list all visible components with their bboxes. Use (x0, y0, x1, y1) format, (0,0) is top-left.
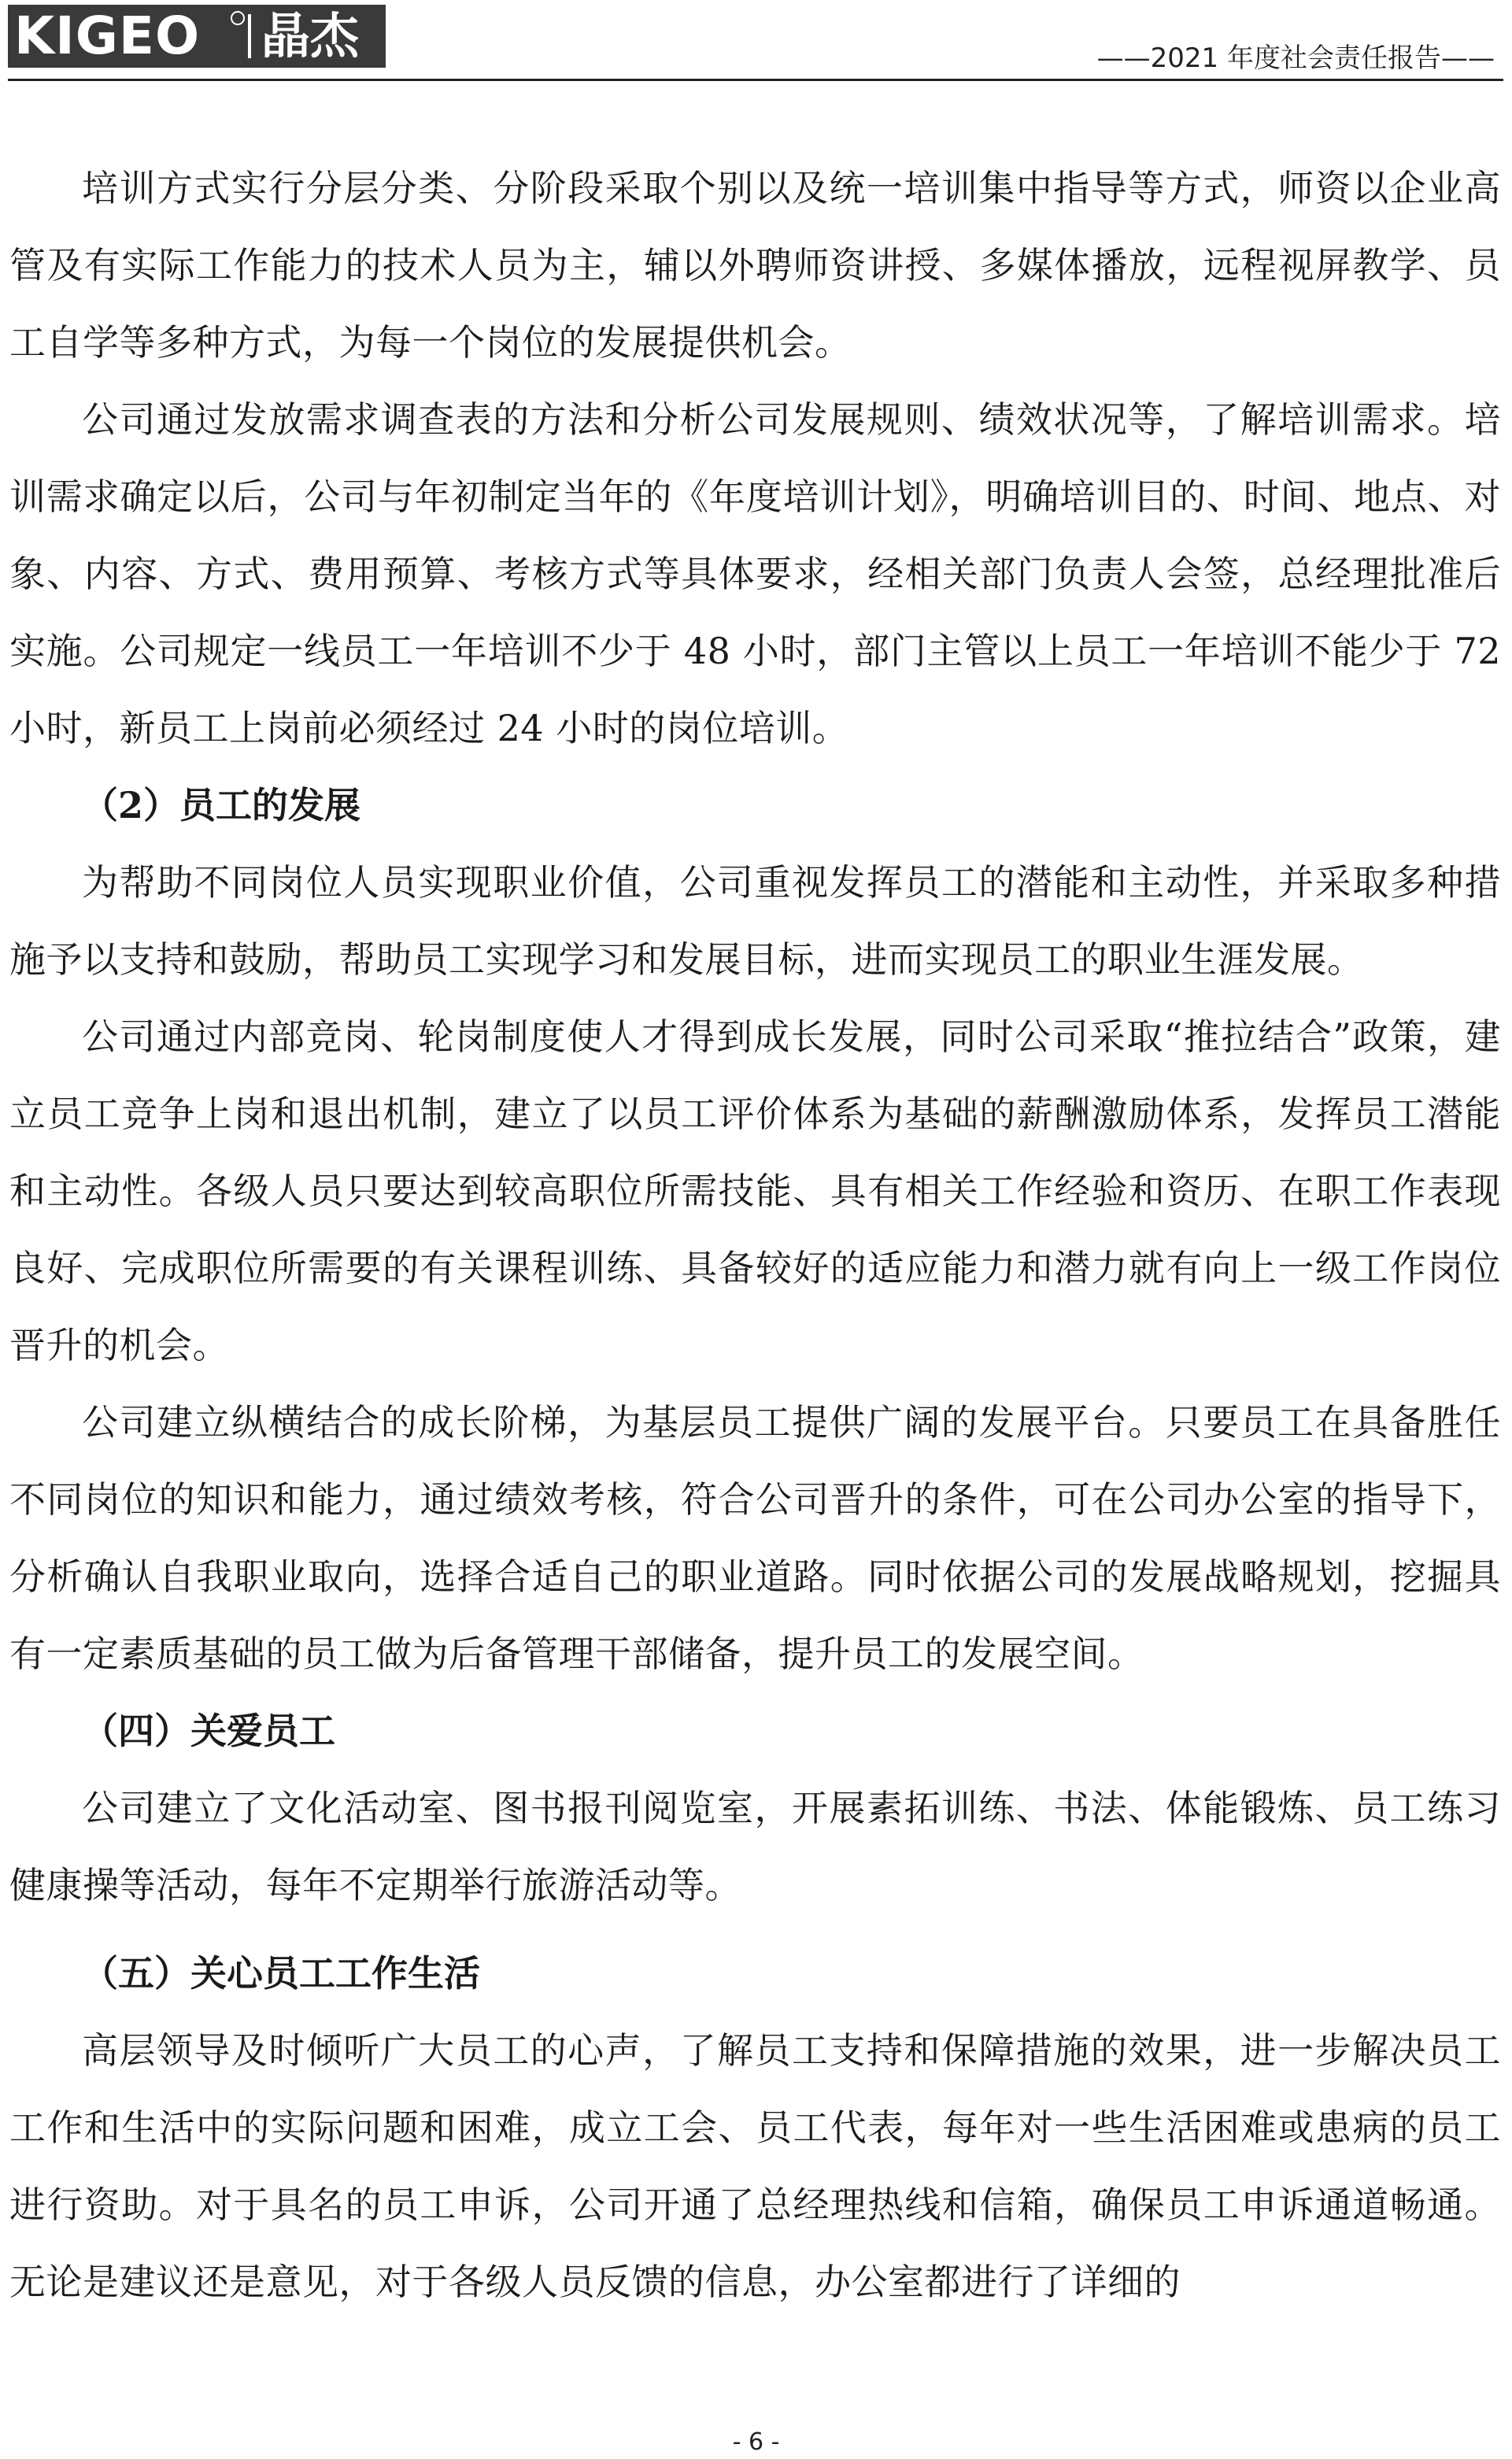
paragraph-training-needs: 公司通过发放需求调查表的方法和分析公司发展规则、绩效状况等，了解培训需求。培训需求确定以后，公司与年初制定当年的《年度培训计划》，明确培训目的、时间、地点、对象、内容、方式、费用预算、考核方式等具体要求，经相关部门负责人会签，总经理批准后实施。公司规定一线员工一年培训不少于 48 小时，部门主管以上员工一年培训不能少于 72 小时，新员工上岗前必须经过 24 小时的岗位培训。 (9, 398, 1501, 749)
paragraph-growth-ladder: 公司建立纵横结合的成长阶梯，为基层员工提供广阔的发展平台。只要员工在具备胜任不同岗位的知识和能力，通过绩效考核，符合公司晋升的条件，可在公司办公室的指导下，分析确认自我职业取向，选择合适自己的职业道路。同时依据公司的发展战略规划，挖掘具有一定素质基础的员工做为后备管理干部储备，提升员工的发展空间。 (9, 1401, 1501, 1675)
paragraph-leadership-listening: 高层领导及时倾听广大员工的心声，了解员工支持和保障措施的效果，进一步解决员工工作和生活中的实际问题和困难，成立工会、员工代表，每年对一些生活困难或患病的员工进行资助。对于具名的员工申诉，公司开通了总经理热线和信箱，确保员工申诉通道畅通。无论是建议还是意见，对于各级人员反馈的信息，办公室都进行了详细的 (9, 2029, 1501, 2303)
company-logo (8, 5, 386, 68)
section-heading-employee-care: （四）关爱员工 (82, 1710, 335, 1752)
page-number: - 6 - (732, 2428, 780, 2456)
page-header (0, 0, 1512, 79)
paragraph-career-value: 为帮助不同岗位人员实现职业价值，公司重视发挥员工的潜能和主动性，并采取多种措施予以支持和鼓励，帮助员工实现学习和发展目标，进而实现员工的职业生涯发展。 (9, 861, 1501, 981)
logo-chinese-text: 晶杰 (261, 7, 360, 65)
logo-divider (248, 14, 251, 58)
report-title: ——2021 年度社会责任报告—— (1096, 43, 1495, 74)
paragraph-activities: 公司建立了文化活动室、图书报刊阅览室，开展素拓训练、书法、体能锻炼、员工练习健康操等活动，每年不定期举行旅游活动等。 (9, 1787, 1501, 1906)
section-heading-employee-development: （2）员工的发展 (82, 784, 361, 826)
registered-mark-icon (231, 11, 245, 25)
paragraph-training-methods: 培训方式实行分层分类、分阶段采取个别以及统一培训集中指导等方式，师资以企业高管及有实际工作能力的技术人员为主，辅以外聘师资讲授、多媒体播放，远程视屏教学、员工自学等多种方式，为每一个岗位的发展提供机会。 (9, 167, 1501, 364)
section-heading-work-life: （五）关心员工工作生活 (82, 1952, 480, 1995)
paragraph-internal-competition: 公司通过内部竞岗、轮岗制度使人才得到成长发展，同时公司采取“推拉结合”政策，建立员工竞争上岗和退出机制，建立了以员工评价体系为基础的薪酬激励体系，发挥员工潜能和主动性。各级人员只要达到较高职位所需技能、具有相关工作经验和资历、在职工作表现良好、完成职位所需要的有关课程训练、具备较好的适应能力和潜力就有向上一级工作岗位晋升的机会。 (9, 1015, 1501, 1366)
header-divider (8, 79, 1503, 81)
logo-english-text: KIGEO (14, 6, 201, 66)
document-body (9, 150, 1501, 2320)
